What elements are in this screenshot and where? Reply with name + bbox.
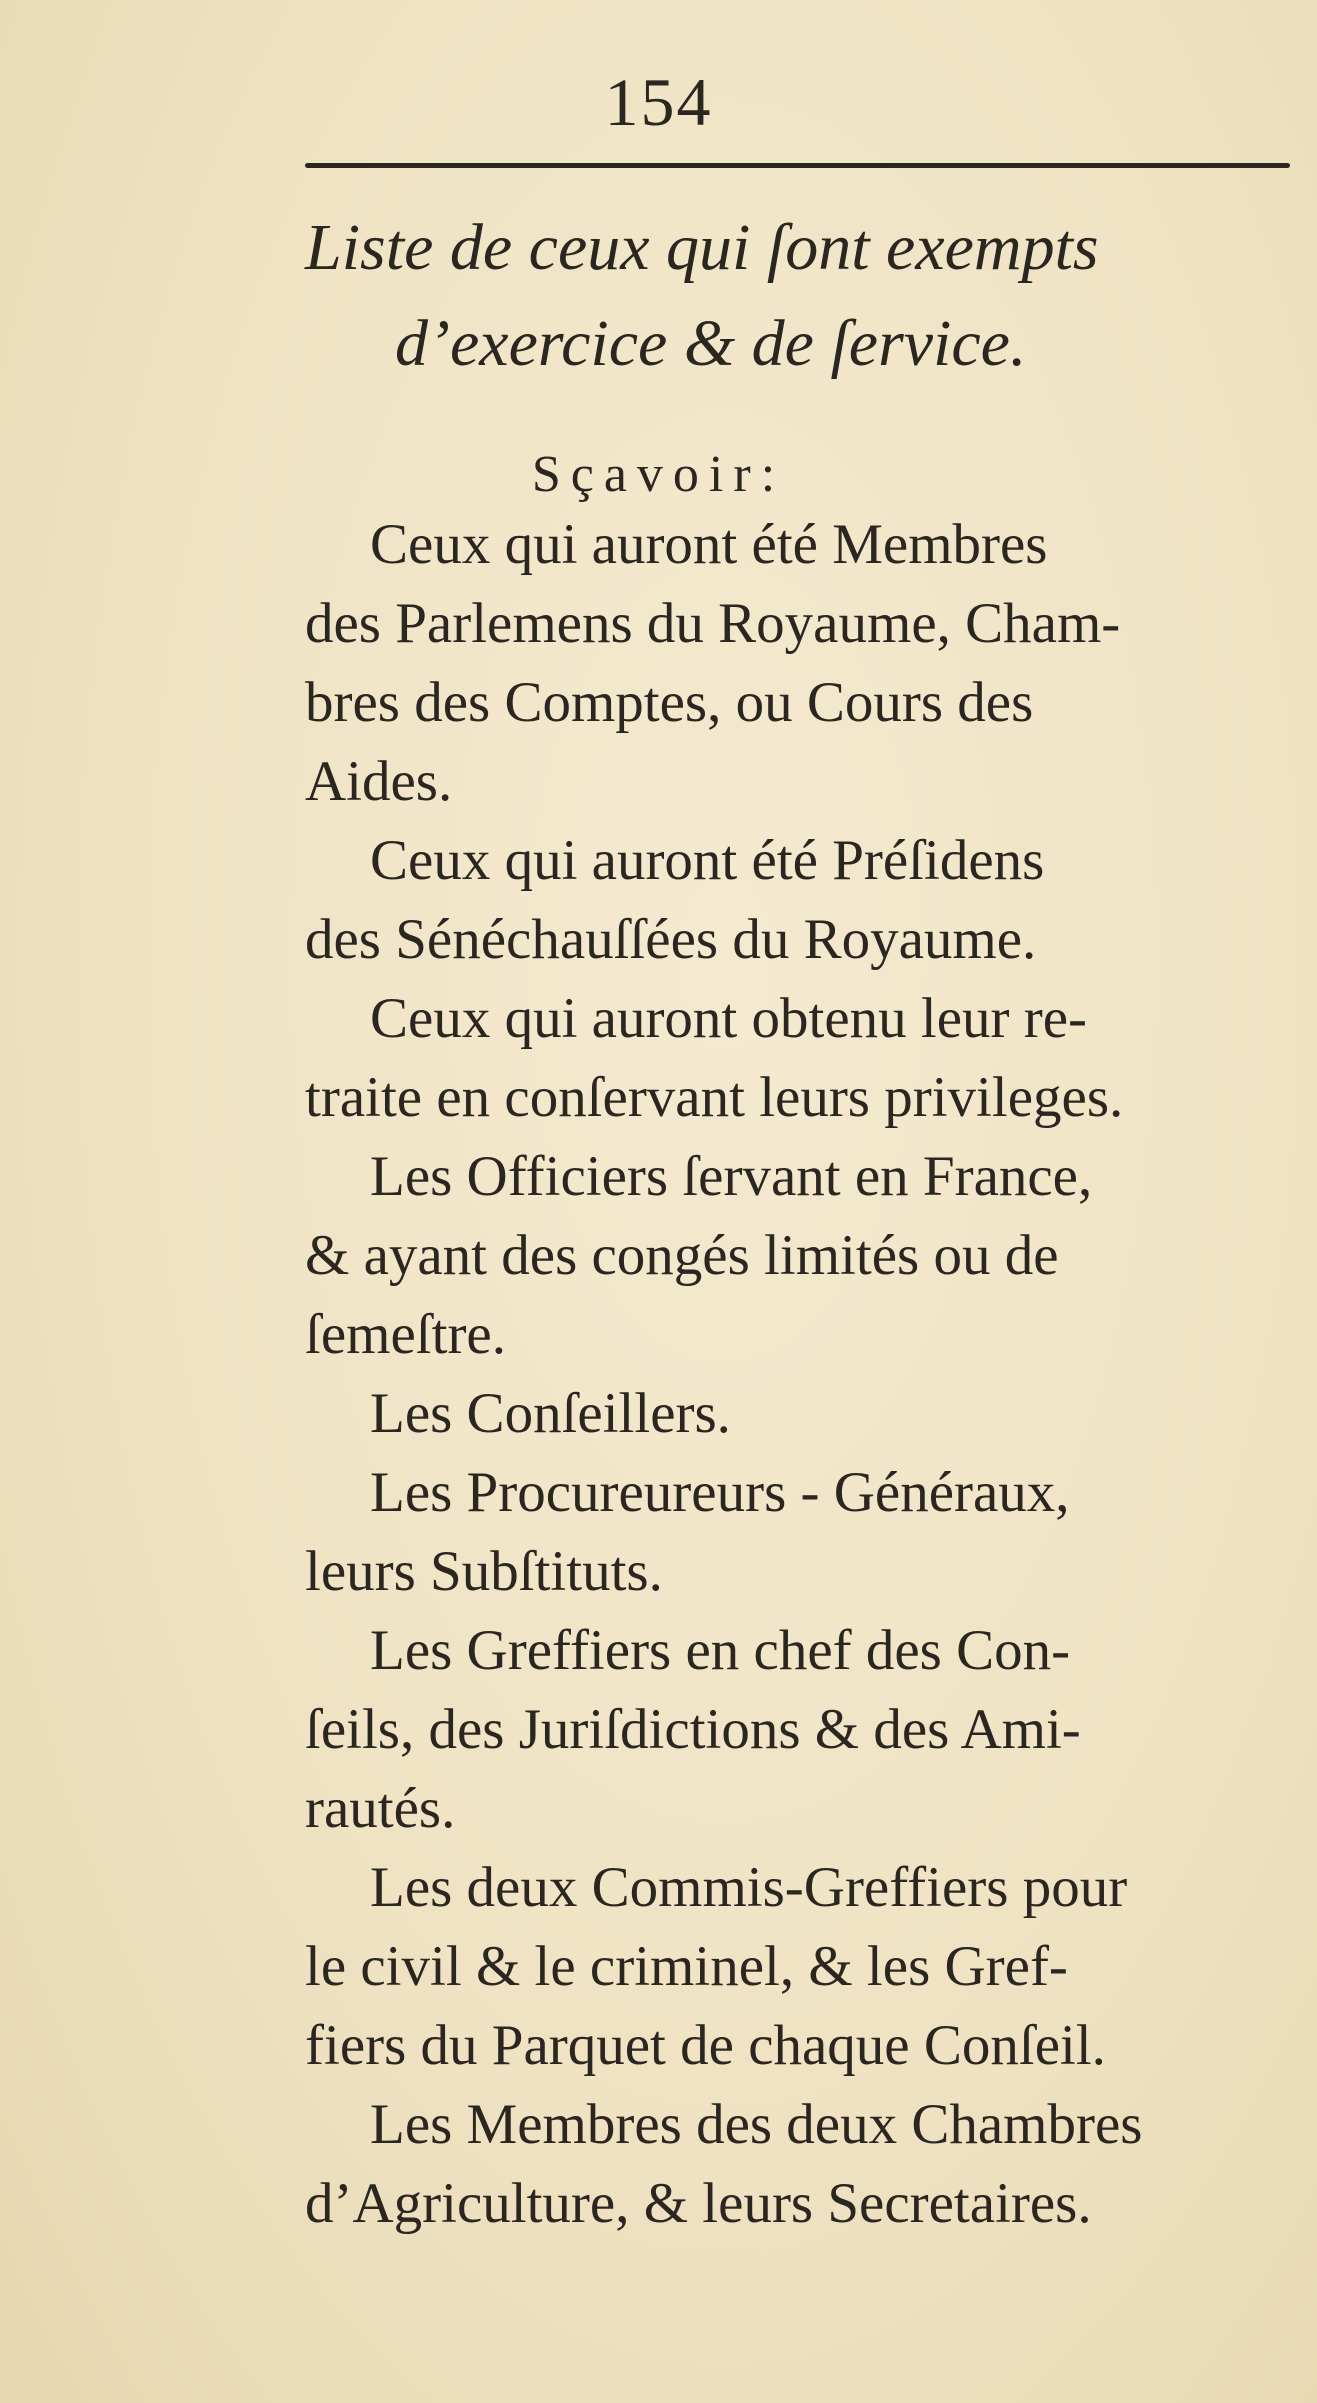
text-line: ſeils, des Juriſdictions & des Ami- bbox=[305, 1698, 1081, 1761]
text-line: bres des Comptes, ou Cours des bbox=[305, 671, 1034, 734]
subheading-savoir: Sçavoir: bbox=[531, 446, 786, 503]
text-line: Ceux qui auront été Préſidens bbox=[370, 829, 1045, 892]
text-line: traite en conſervant leurs privileges. bbox=[305, 1066, 1124, 1129]
list-item bbox=[305, 1137, 1290, 1374]
text-line: & ayant des congés limités ou de bbox=[305, 1224, 1059, 1287]
text-line: Les deux Commis-Greffiers pour bbox=[370, 1856, 1128, 1919]
list-item bbox=[305, 1374, 1290, 1453]
list-heading bbox=[305, 200, 1290, 392]
list-item bbox=[305, 505, 1290, 821]
text-line: leurs Subſtituts. bbox=[305, 1540, 663, 1603]
list-item bbox=[305, 1611, 1290, 1848]
text-line: des Sénéchauſſées du Royaume. bbox=[305, 908, 1037, 971]
exemption-list bbox=[305, 505, 1290, 2243]
heading-line-1: Liste de ceux qui ſont exempts bbox=[305, 211, 1099, 284]
list-item bbox=[305, 1848, 1290, 2085]
text-line: Aides. bbox=[305, 750, 453, 813]
text-line: fiers du Parquet de chaque Conſeil. bbox=[305, 2014, 1106, 2077]
text-line: Ceux qui auront obtenu leur re- bbox=[370, 987, 1088, 1050]
list-item bbox=[305, 2085, 1290, 2243]
page-number: 154 bbox=[604, 64, 713, 140]
list-item bbox=[305, 1453, 1290, 1611]
text-line: d’Agriculture, & leurs Secretaires. bbox=[305, 2172, 1092, 2235]
text-line: des Parlemens du Royaume, Cham- bbox=[305, 592, 1121, 655]
text-line: Les Greffiers en chef des Con- bbox=[370, 1619, 1071, 1682]
text-line: Les Membres des deux Chambres bbox=[370, 2093, 1143, 2156]
text-line: rautés. bbox=[305, 1777, 456, 1840]
text-line: ſemeſtre. bbox=[305, 1303, 506, 1366]
text-line: Les Conſeillers. bbox=[370, 1382, 731, 1445]
list-item bbox=[305, 821, 1290, 979]
text-line: Les Procureureurs - Généraux, bbox=[370, 1461, 1070, 1524]
text-line: Les Officiers ſervant en France, bbox=[370, 1145, 1093, 1208]
text-line: le civil & le criminel, & les Gref- bbox=[305, 1935, 1068, 1998]
heading-line-2: d’exercice & de ſervice. bbox=[395, 307, 1027, 380]
text-line: Ceux qui auront été Membres bbox=[370, 513, 1048, 576]
header-rule bbox=[305, 163, 1290, 168]
list-item bbox=[305, 979, 1290, 1137]
